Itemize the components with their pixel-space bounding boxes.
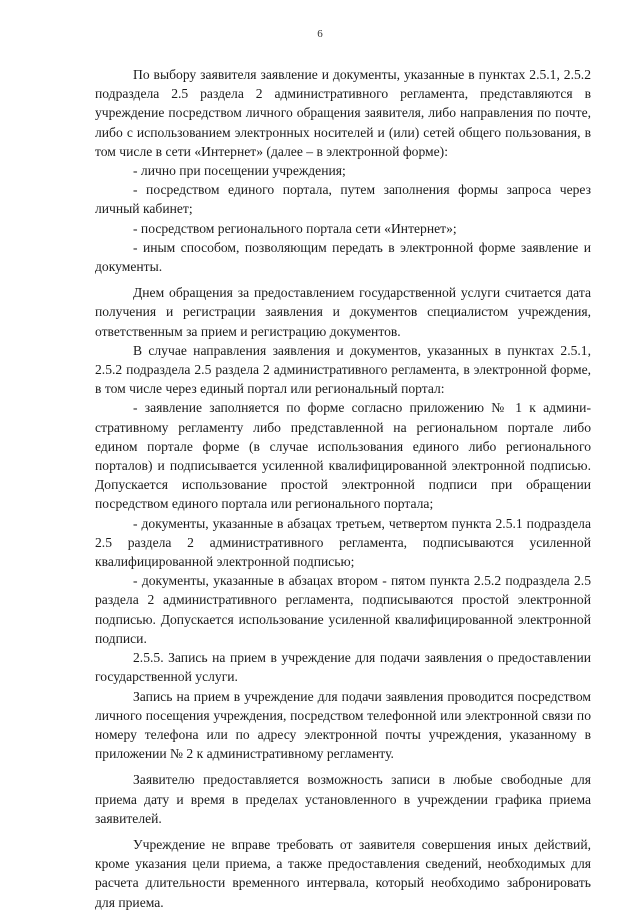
paragraph: - посредством единого портала, путем заполнения формы запроса через личный кабинет; [95,182,591,217]
paragraph: Учреждение не вправе требовать от заявителя совершения иных действий, кроме указания цели приема, а также предоставления сведений, необходимых для расчета длительности временного интервала, который необходимо забронировать для приема. [95,836,591,910]
paragraph: - документы, указанные в абзацах третьем, четвертом пункта 2.5.1 подраздела 2.5 раздела 2 административного регламента, подписываются усиленной квалифицированной электронной подписью; [95,515,591,570]
paragraph: По выбору заявителя заявление и документы, указанные в пунктах 2.5.1, 2.5.2 подраздела 2.5 раздела 2 административного регламента, представляются в учреждение посредством личного обращения заявителя, либо направления по почте, либо с использованием электронных носителей и (или) сетей общего пользования, в том числе в сети «Интернет» (далее – в электронной форме): [95,67,591,159]
paragraph: - лично при посещении учреждения; [133,163,346,179]
paragraph: - иным способом, позволяющим передать в электронной форме заявление и документы. [95,239,591,275]
paragraph: - посредством регионального портала сети «Интернет»; [133,220,457,236]
page-number: 6 [317,28,323,40]
paragraph: Заявителю предоставляется возможность записи в любые свободные для приема дату и время в пределах установленного в учреждении графика приема заявителей. [95,772,591,826]
document-body [95,65,591,912]
paragraph: - документы, указанные в абзацах втором - пятом пункта 2.5.2 подраздела 2.5 раздела 2 административного регламента, подписываются простой электронной подписью. Допускается использование усиленной квалифицированной электронной подписи. [95,573,591,646]
paragraph: Запись на прием в учреждение для подачи заявления проводится посредством личного посещения учреждения, посредством телефонной или электронной связи по номеру телефона или по адресу электронной почты учреждения, указанному в приложении № 2 к административному регламенту. [95,688,591,762]
paragraph: Днем обращения за предоставлением государственной услуги считается дата получения и регистрации заявления и документов специалистом учреждения, ответственным за прием и регистрацию документов. [95,285,591,339]
paragraph: 2.5.5. Запись на прием в учреждение для подачи заявления о предоставлении государственной услуги. [95,650,591,685]
paragraph: В случае направления заявления и документов, указанных в пунктах 2.5.1, 2.5.2 подраздела 2.5 раздела 2 административного регламента, в электронной форме, в том числе через единый портал или региональный портал: [95,342,591,397]
paragraph: - заявление заполняется по форме согласно приложению № 1 к административному регламенту либо представленной на региональном портале либо едином портале форме (в случае использования единого либо регионального порталов) и подписывается усиленной квалифицированной электронной подписью. Допускается использование простой электронной подписи при обращении посредством единого портала или регионального портала; [95,400,591,512]
